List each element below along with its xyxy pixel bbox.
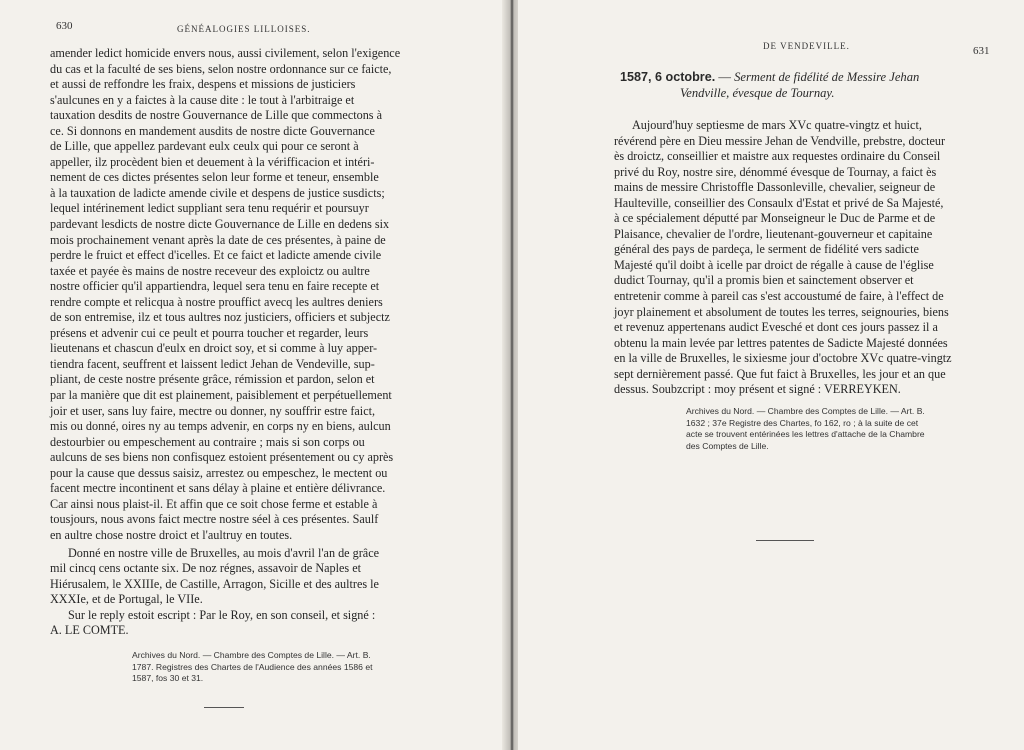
heading-date: 1587, 6 octobre. (620, 70, 716, 84)
text-line: pardevant lesdicts de nostre dicte Gouvernance de Lille en dedens six (50, 217, 390, 232)
text-line: 1787. Registres des Chartes de l'Audience des années 1586 et (132, 661, 373, 672)
text-line: nostre officier qu'il appartiendra, lequel sera tenu en faire recepte et (50, 279, 380, 294)
text-line: Hiérusalem, le XXIIIe, de Castille, Arragon, Sicille et des aultres le (50, 576, 379, 591)
text-line: à la tauxation de ladicte amende civile et despens de justice susdicts; (50, 185, 385, 200)
text-line: tiendra facent, seuffrent et laissent ledict Jehan de Vendeville, sup- (50, 356, 375, 371)
left-paragraph-1 (50, 46, 440, 544)
text-line: tousjours, nous avons faict mectre nostre séel à ces présentes. Saulf (50, 512, 379, 527)
text-line: mil cincq cens octante six. De noz régnes, assavoir de Naples et (50, 561, 362, 576)
text-line: Sur le reply estoit escript : Par le Roy, en son conseil, et signé : (68, 607, 376, 622)
right-archives-note (686, 406, 976, 452)
text-line: rendre compte et relicqua à nostre prouffict avecq les aultres deniers (50, 294, 383, 309)
text-line: à ce spécialement députté par Monseigneur le Duc de Parme et de (614, 211, 936, 226)
text-line: tauxation desdits de nostre Gouvernance de Lille que commectons à (50, 108, 383, 123)
text-line: Haulteville, conseillier des Consaulx d'Estat et privé de Sa Majesté, (614, 195, 944, 210)
left-archives-note (132, 650, 432, 685)
right-page-number: 631 (973, 45, 990, 57)
left-body-text (50, 46, 440, 639)
text-line: acte se trouvent entérinées les lettres d'attache de la Chambre (686, 429, 925, 440)
left-running-head: GÉNÉALOGIES LILLOISES. (177, 24, 311, 34)
text-line: des Comptes de Lille. (686, 440, 769, 451)
text-line: amender ledict homicide envers nous, aussi civilement, selon l'exigence (50, 46, 401, 60)
text-line: de Lille, que appellez pardevant eulx ceulx qui pour ce seront à (50, 139, 359, 154)
text-line: XXXIe, et de Portugal, le VIIe. (50, 592, 203, 607)
right-end-rule (756, 540, 814, 541)
heading-title-line2: Vendville, évesque de Tournay. (680, 86, 835, 100)
text-line: de son entremise, ilz et tous aultres noz justiciers, officiers et subjectz (50, 310, 390, 325)
text-line: joyr plainement et absolument de toutes les terres, seignouries, biens (614, 304, 949, 319)
text-line: s'aulcunes en y a faictes à la cause dite : le tout à l'arbitraige et (50, 92, 355, 107)
text-line: mains de messire Christoffle Dassonleville, chevalier, seigneur de (614, 180, 936, 195)
right-entry-heading (620, 69, 980, 101)
right-running-head: DE VENDEVILLE. (763, 41, 850, 51)
text-line: Archives du Nord. — Chambre des Comptes de Lille. — Art. B. (686, 406, 925, 416)
text-line: Car ainsi nous plaist-il. Et affin que ce soit chose ferme et estable à (50, 496, 378, 511)
text-line: 1632 ; 37e Registre des Chartes, fo 162, ro ; à la suite de cet (686, 417, 919, 428)
left-page (0, 0, 506, 750)
text-line: dessus. Soubzcript : moy présent et signé : VERREYKEN. (614, 382, 901, 397)
text-line: pliant, de ceste nostre présente grâce, rémission et pardon, selon et (50, 372, 375, 387)
text-line: joir et user, sans luy faire, mectre ou donner, ny souffrir estre faict, (50, 403, 376, 418)
text-line: lequel intérinement ledict suppliant sera tenu requérir et poursuyr (50, 201, 369, 216)
text-line: du cas et la faculté de ses biens, selon nostre ordonnance sur ce faicte, (50, 61, 392, 76)
text-line: Donné en nostre ville de Bruxelles, au mois d'avril l'an de grâce (68, 545, 380, 560)
left-paragraph-3 (50, 608, 440, 639)
text-line: taxée et payée ès mains de nostre receveur des exploictz ou aultre (50, 263, 370, 278)
heading-dash: — (715, 70, 735, 84)
text-line: privé du Roy, nostre sire, dénommé évesque de Tournay, a faict ès (614, 164, 937, 179)
text-line: présens et advenir cui ce peult et pourra toucher et regarder, leurs (50, 325, 369, 340)
text-line: facent mectre incontinent et sans délay à plaine et entière délivrance. (50, 481, 386, 496)
text-line: sept dernièrement passé. Que fut faict à Bruxelles, les jour et an que (614, 366, 946, 381)
right-body-text (614, 118, 982, 398)
text-line: par la manière que dit est plainement, paisiblement et perpétuellement (50, 388, 392, 403)
text-line: mois prochainement venant après la date de ces présentes, à paine de (50, 232, 386, 247)
text-line: Aujourd'huy septiesme de mars XVc quatre-vingtz et huict, (632, 118, 922, 132)
text-line: lieutenans et chascun d'eulx en droict soy, et si comme à luy apper- (50, 341, 378, 356)
text-line: obtenu la main levée par lettres patentes de Sadicte Majesté données (614, 335, 948, 350)
left-paragraph-2 (50, 546, 440, 608)
text-line: appeller, ilz procèdent bien et deuement à la vérifficacion et intéri- (50, 154, 375, 169)
text-line: mis ou donné, oires ny au temps advenir, en corps ny en biens, aulcun (50, 419, 391, 434)
text-line: et revenuz appertenans audict Evesché et dont ces jours passez il a (614, 320, 938, 335)
text-line: en aultre chose nostre droict et l'aultruy en toutes. (50, 527, 293, 542)
text-line: aulcuns de ses biens non confisquez estoient présentement ou cy après (50, 450, 394, 465)
text-line: ès droictz, conseillier et maistre aux requestes ordinaire du Conseil (614, 149, 941, 164)
text-line: entretenir comme à pareil cas s'est accoustumé de faire, à l'effect de (614, 289, 944, 304)
left-end-rule (204, 707, 244, 708)
text-line: ce. Si donnons en mandement ausdits de nostre dicte Gouvernance (50, 123, 375, 138)
text-line: nement de ces dictes présentes selon leur forme et teneur, ensemble (50, 170, 379, 185)
text-line: A. LE COMTE. (50, 623, 129, 638)
text-line: Majesté qu'il doibt à icelle par droict de régalle à cause de l'église (614, 257, 934, 272)
text-line: destourbier ou empeschement au contraire ; mais si son corps ou (50, 434, 365, 449)
text-line: Plaisance, chevalier de l'ordre, lieutenant-gouverneur et capitaine (614, 226, 933, 241)
text-line: dudict Tournay, qu'il a promis bien et sainctement observer et (614, 273, 914, 288)
heading-title-line1: Serment de fidélité de Messire Jehan (734, 70, 920, 84)
text-line: Archives du Nord. — Chambre des Comptes de Lille. — Art. B. (132, 650, 371, 660)
text-line: pour la cause que dessus saisiz, arrestez ou empeschez, le mectent ou (50, 465, 388, 480)
left-page-number: 630 (56, 20, 73, 32)
text-line: en la ville de Bruxelles, le sixiesme jour d'octobre XVc quatre-vingtz (614, 351, 952, 366)
text-line: révérend père en Dieu messire Jehan de Vendville, prebstre, docteur (614, 133, 946, 148)
text-line: et aussi de reffondre les fraix, despens et missions de justiciers (50, 77, 356, 92)
text-line: perdre le fruict et effect d'icelles. Et ce faict et ladicte amende civile (50, 248, 382, 263)
text-line: général des pays de pardeça, le serment de fidélité vers sadicte (614, 242, 919, 257)
right-page (518, 0, 1024, 750)
text-line: 1587, fos 30 et 31. (132, 673, 204, 684)
